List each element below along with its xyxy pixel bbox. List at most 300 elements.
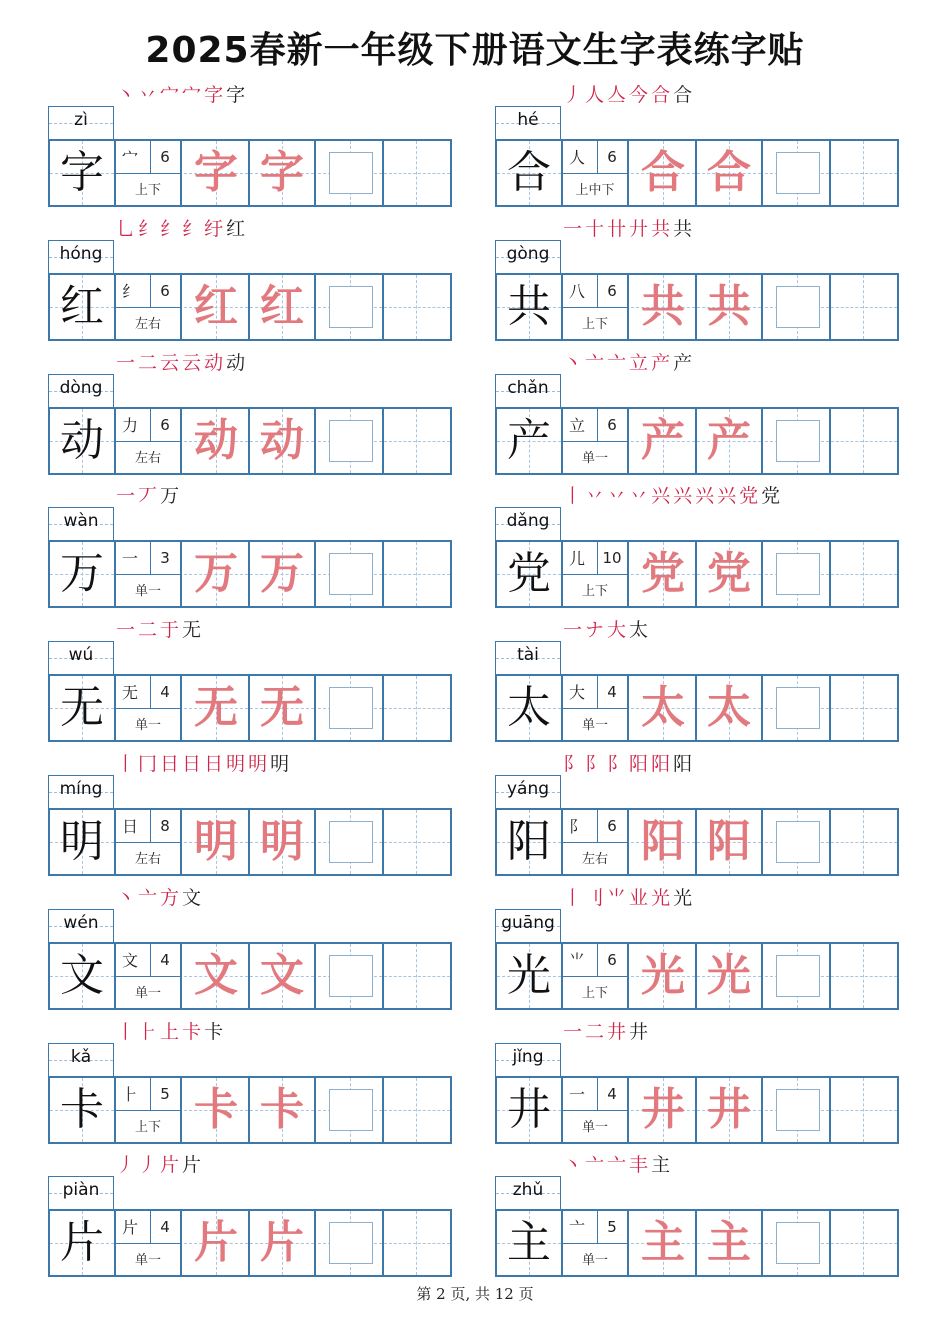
- pinyin-box: [495, 775, 561, 809]
- stroke-step: 亠: [585, 1154, 608, 1176]
- stroke-step: 宀: [182, 84, 205, 106]
- writing-cell[interactable]: [831, 141, 897, 205]
- stroke-step: 云: [160, 352, 183, 374]
- writing-cell[interactable]: [384, 676, 450, 740]
- trace-cell[interactable]: [184, 542, 250, 606]
- radical: 人: [569, 148, 586, 167]
- radical: 一: [122, 549, 139, 568]
- writing-square: [776, 420, 820, 462]
- practice-row: [495, 1209, 899, 1277]
- structure: 上下: [134, 1120, 161, 1135]
- stroke-order: [563, 1153, 673, 1177]
- trace-character: 主: [641, 1217, 685, 1268]
- character-info-cell: [116, 1078, 182, 1142]
- pinyin: zì: [74, 110, 88, 130]
- pinyin-box: [48, 641, 114, 675]
- stroke-step: 卡: [204, 1021, 227, 1043]
- practice-row: [495, 674, 899, 742]
- stroke-step: 冂: [138, 753, 161, 775]
- trace-character: 产: [641, 415, 685, 466]
- trace-cell[interactable]: [184, 944, 250, 1008]
- trace-cell[interactable]: [631, 409, 697, 473]
- stroke-count: 4: [607, 683, 617, 701]
- stroke-step: 共: [673, 218, 696, 240]
- stroke-step: 丆: [138, 485, 161, 507]
- structure: 单一: [581, 718, 608, 733]
- structure: 单一: [581, 1253, 608, 1268]
- character-info-cell: [563, 676, 629, 740]
- pinyin: wàn: [63, 511, 99, 531]
- stroke-order: [563, 886, 695, 910]
- model-character-cell: [497, 944, 563, 1008]
- stroke-step: 刂: [585, 887, 608, 909]
- stroke-step: ⻖: [563, 753, 586, 775]
- model-character: 产: [507, 415, 551, 466]
- writing-cell[interactable]: [765, 542, 831, 606]
- stroke-step: 丨: [116, 753, 139, 775]
- writing-cell[interactable]: [318, 944, 384, 1008]
- practice-row: [48, 808, 452, 876]
- stroke-step: ナ: [585, 619, 608, 641]
- model-character: 党: [507, 548, 551, 599]
- writing-square: [776, 1089, 820, 1131]
- character-entry: [495, 618, 899, 746]
- stroke-step: 丨: [563, 485, 586, 507]
- character-info-cell: [563, 409, 629, 473]
- trace-character: 阳: [707, 816, 751, 867]
- writing-cell[interactable]: [831, 409, 897, 473]
- trace-character: 红: [194, 281, 238, 332]
- stroke-step: 合: [673, 84, 696, 106]
- trace-character: 卡: [194, 1084, 238, 1135]
- practice-row: [495, 942, 899, 1010]
- stroke-step: 产: [673, 352, 696, 374]
- trace-cell[interactable]: [250, 542, 316, 606]
- writing-cell[interactable]: [831, 944, 897, 1008]
- stroke-step: 宀: [160, 84, 183, 106]
- stroke-count: 6: [160, 416, 170, 434]
- writing-square: [776, 553, 820, 595]
- stroke-count: 3: [160, 549, 170, 567]
- model-character-cell: [497, 141, 563, 205]
- character-entry: [48, 217, 452, 345]
- trace-cell[interactable]: [697, 542, 763, 606]
- trace-cell[interactable]: [250, 810, 316, 874]
- pinyin-box: [48, 1043, 114, 1077]
- writing-cell[interactable]: [765, 1078, 831, 1142]
- structure: 左右: [581, 852, 608, 867]
- writing-cell[interactable]: [765, 1211, 831, 1275]
- model-character-cell: [50, 810, 116, 874]
- practice-row: [495, 1076, 899, 1144]
- structure: 单一: [134, 718, 161, 733]
- character-entry: [48, 618, 452, 746]
- pinyin-box: [48, 106, 114, 140]
- radical: 力: [122, 416, 139, 435]
- pinyin: wú: [68, 645, 94, 665]
- writing-cell[interactable]: [765, 944, 831, 1008]
- stroke-step: 纟: [182, 218, 205, 240]
- stroke-count: 6: [607, 282, 617, 300]
- page-footer: 第 2 页, 共 12 页: [416, 1285, 534, 1303]
- writing-cell[interactable]: [318, 1078, 384, 1142]
- character-info-cell: [116, 810, 182, 874]
- trace-cell[interactable]: [184, 676, 250, 740]
- trace-cell[interactable]: [250, 275, 316, 339]
- pinyin: dòng: [59, 378, 103, 398]
- stroke-step: 阝: [607, 753, 630, 775]
- stroke-step: 二: [585, 1021, 608, 1043]
- radical: 片: [122, 1218, 139, 1237]
- trace-cell[interactable]: [697, 1078, 763, 1142]
- model-character: 太: [507, 682, 551, 733]
- writing-cell[interactable]: [318, 1211, 384, 1275]
- trace-cell[interactable]: [250, 1211, 316, 1275]
- pinyin-box: [48, 507, 114, 541]
- trace-character: 字: [194, 147, 238, 198]
- writing-cell[interactable]: [384, 944, 450, 1008]
- pinyin-box: [495, 106, 561, 140]
- model-character-cell: [497, 810, 563, 874]
- stroke-step: 明: [270, 753, 293, 775]
- stroke-step: 乚: [116, 218, 139, 240]
- stroke-step: 上: [160, 1021, 183, 1043]
- trace-cell[interactable]: [631, 944, 697, 1008]
- pinyin-box: [48, 1176, 114, 1210]
- stroke-order: [116, 484, 182, 508]
- stroke-step: 明: [226, 753, 249, 775]
- writing-cell[interactable]: [318, 676, 384, 740]
- pinyin-box: [48, 909, 114, 943]
- model-character-cell: [497, 275, 563, 339]
- model-character-cell: [497, 409, 563, 473]
- model-character: 共: [507, 281, 551, 332]
- stroke-step: 亼: [607, 84, 630, 106]
- stroke-step: 廾: [629, 218, 652, 240]
- model-character-cell: [50, 1078, 116, 1142]
- trace-cell[interactable]: [697, 810, 763, 874]
- stroke-count: 6: [160, 282, 170, 300]
- trace-cell[interactable]: [184, 1211, 250, 1275]
- trace-cell[interactable]: [697, 275, 763, 339]
- trace-character: 共: [641, 281, 685, 332]
- pinyin: piàn: [62, 1180, 100, 1200]
- stroke-step: 共: [651, 218, 674, 240]
- pinyin: míng: [59, 779, 103, 799]
- writing-cell[interactable]: [831, 810, 897, 874]
- stroke-step: 万: [160, 485, 183, 507]
- trace-cell[interactable]: [184, 409, 250, 473]
- structure: 上下: [581, 584, 608, 599]
- character-entry: [48, 351, 452, 479]
- radical: ⺌: [569, 951, 586, 970]
- practice-row: [48, 942, 452, 1010]
- writing-cell[interactable]: [765, 676, 831, 740]
- pinyin-box: [48, 240, 114, 274]
- stroke-step: 主: [651, 1154, 674, 1176]
- trace-character: 片: [260, 1217, 304, 1268]
- page-title: 2025春新一年级下册语文生字表练字贴: [145, 30, 805, 71]
- practice-row: [48, 540, 452, 608]
- writing-cell[interactable]: [384, 1211, 450, 1275]
- radical: 亠: [569, 1218, 586, 1237]
- writing-cell[interactable]: [318, 409, 384, 473]
- stroke-step: 日: [160, 753, 183, 775]
- stroke-step: 丿: [116, 1154, 139, 1176]
- stroke-step: 无: [182, 619, 205, 641]
- writing-cell[interactable]: [384, 810, 450, 874]
- stroke-step: 光: [673, 887, 696, 909]
- pinyin-box: [495, 374, 561, 408]
- trace-character: 动: [194, 415, 238, 466]
- writing-square: [776, 821, 820, 863]
- writing-square: [776, 1222, 820, 1264]
- pinyin: chǎn: [507, 378, 549, 398]
- trace-character: 光: [641, 950, 685, 1001]
- stroke-step: 兴: [651, 485, 674, 507]
- writing-square: [329, 286, 373, 328]
- stroke-step: 日: [182, 753, 205, 775]
- model-character: 片: [60, 1217, 104, 1268]
- writing-cell[interactable]: [384, 409, 450, 473]
- trace-character: 井: [707, 1084, 751, 1135]
- writing-cell[interactable]: [318, 542, 384, 606]
- trace-cell[interactable]: [250, 409, 316, 473]
- character-entry: [495, 217, 899, 345]
- structure: 左右: [134, 451, 161, 466]
- pinyin-box: [48, 374, 114, 408]
- character-entry: [495, 886, 899, 1014]
- model-character: 光: [507, 950, 551, 1001]
- character-info-cell: [116, 944, 182, 1008]
- character-info-cell: [563, 944, 629, 1008]
- model-character: 动: [60, 415, 104, 466]
- writing-cell[interactable]: [765, 409, 831, 473]
- radical: 文: [122, 951, 139, 970]
- trace-cell[interactable]: [697, 944, 763, 1008]
- trace-character: 文: [260, 950, 304, 1001]
- radical: 无: [122, 683, 139, 702]
- character-entry: [495, 1153, 899, 1281]
- stroke-count: 6: [607, 817, 617, 835]
- character-entry: [48, 484, 452, 612]
- pinyin-box: [495, 641, 561, 675]
- trace-character: 主: [707, 1217, 751, 1268]
- pinyin-box: [495, 909, 561, 943]
- stroke-count: 6: [607, 951, 617, 969]
- character-info-cell: [563, 542, 629, 606]
- stroke-step: 人: [585, 84, 608, 106]
- trace-cell[interactable]: [184, 810, 250, 874]
- writing-square: [329, 553, 373, 595]
- writing-cell[interactable]: [318, 810, 384, 874]
- character-entry: [48, 752, 452, 880]
- stroke-step: 光: [651, 887, 674, 909]
- pinyin: kǎ: [70, 1047, 92, 1067]
- writing-cell[interactable]: [384, 1078, 450, 1142]
- character-entry: [48, 1153, 452, 1281]
- character-entry: [48, 83, 452, 211]
- trace-character: 片: [194, 1217, 238, 1268]
- structure: 单一: [134, 584, 161, 599]
- pinyin: hé: [517, 110, 539, 130]
- trace-character: 太: [641, 682, 685, 733]
- writing-cell[interactable]: [831, 1078, 897, 1142]
- character-info-cell: [116, 141, 182, 205]
- stroke-count: 4: [607, 1085, 617, 1103]
- character-info-cell: [116, 542, 182, 606]
- stroke-step: 一: [563, 619, 586, 641]
- structure: 上下: [581, 317, 608, 332]
- stroke-order: [116, 83, 248, 107]
- practice-row: [495, 273, 899, 341]
- model-character-cell: [50, 676, 116, 740]
- trace-character: 无: [260, 682, 304, 733]
- practice-row: [495, 407, 899, 475]
- pinyin: wén: [63, 913, 99, 933]
- stroke-step: 一: [563, 218, 586, 240]
- writing-cell[interactable]: [318, 141, 384, 205]
- trace-character: 万: [260, 548, 304, 599]
- trace-cell[interactable]: [184, 141, 250, 205]
- stroke-step: 丷: [607, 485, 630, 507]
- structure: 单一: [581, 1120, 608, 1135]
- model-character-cell: [497, 1078, 563, 1142]
- stroke-step: 丷: [138, 84, 161, 106]
- trace-cell[interactable]: [631, 1078, 697, 1142]
- trace-character: 万: [194, 548, 238, 599]
- model-character: 合: [507, 147, 551, 198]
- stroke-step: 阝: [585, 753, 608, 775]
- writing-cell[interactable]: [831, 1211, 897, 1275]
- writing-cell[interactable]: [831, 542, 897, 606]
- trace-cell[interactable]: [631, 542, 697, 606]
- structure: 单一: [134, 1253, 161, 1268]
- stroke-order: [563, 217, 695, 241]
- radical: 儿: [569, 549, 586, 568]
- stroke-step: 丰: [629, 1154, 652, 1176]
- stroke-step: 文: [182, 887, 205, 909]
- stroke-step: 阳: [629, 753, 652, 775]
- model-character-cell: [50, 542, 116, 606]
- stroke-step: 云: [182, 352, 205, 374]
- writing-cell[interactable]: [765, 141, 831, 205]
- radical: 大: [569, 683, 586, 702]
- stroke-count: 4: [160, 683, 170, 701]
- practice-row: [48, 139, 452, 207]
- stroke-step: 产: [651, 352, 674, 374]
- writing-square: [329, 821, 373, 863]
- stroke-step: 井: [607, 1021, 630, 1043]
- stroke-count: 8: [160, 817, 170, 835]
- writing-cell[interactable]: [831, 275, 897, 339]
- trace-character: 明: [194, 816, 238, 867]
- trace-cell[interactable]: [631, 275, 697, 339]
- structure: 上中下: [575, 183, 615, 198]
- stroke-step: 字: [204, 84, 227, 106]
- writing-square: [329, 152, 373, 194]
- practice-row: [48, 1209, 452, 1277]
- trace-character: 文: [194, 950, 238, 1001]
- stroke-step: 阳: [673, 753, 696, 775]
- stroke-step: 卄: [607, 218, 630, 240]
- stroke-step: 丷: [629, 485, 652, 507]
- trace-character: 无: [194, 682, 238, 733]
- pinyin: jǐng: [512, 1047, 544, 1067]
- trace-cell[interactable]: [250, 1078, 316, 1142]
- stroke-step: 党: [739, 485, 762, 507]
- trace-character: 动: [260, 415, 304, 466]
- writing-cell[interactable]: [831, 676, 897, 740]
- trace-cell[interactable]: [184, 1078, 250, 1142]
- trace-character: 合: [641, 147, 685, 198]
- writing-square: [329, 1222, 373, 1264]
- writing-cell[interactable]: [384, 275, 450, 339]
- trace-cell[interactable]: [250, 141, 316, 205]
- character-info-cell: [563, 1078, 629, 1142]
- stroke-step: 井: [629, 1021, 652, 1043]
- trace-cell[interactable]: [631, 1211, 697, 1275]
- stroke-step: 丶: [116, 887, 139, 909]
- writing-square: [329, 420, 373, 462]
- stroke-step: 兴: [695, 485, 718, 507]
- model-character-cell: [50, 944, 116, 1008]
- radical: 立: [569, 416, 586, 435]
- stroke-order: [116, 351, 248, 375]
- character-entry: [495, 83, 899, 211]
- trace-cell[interactable]: [631, 810, 697, 874]
- character-info-cell: [116, 676, 182, 740]
- stroke-step: 日: [204, 753, 227, 775]
- model-character: 井: [507, 1084, 551, 1135]
- stroke-count: 6: [160, 148, 170, 166]
- character-info-cell: [563, 275, 629, 339]
- writing-cell[interactable]: [384, 141, 450, 205]
- stroke-step: 丶: [116, 84, 139, 106]
- trace-cell[interactable]: [184, 275, 250, 339]
- stroke-order: [563, 484, 783, 508]
- writing-cell[interactable]: [765, 810, 831, 874]
- trace-cell[interactable]: [697, 409, 763, 473]
- writing-square: [776, 286, 820, 328]
- trace-character: 太: [707, 682, 751, 733]
- trace-cell[interactable]: [697, 1211, 763, 1275]
- writing-cell[interactable]: [318, 275, 384, 339]
- pinyin: tài: [517, 645, 539, 665]
- trace-character: 党: [641, 548, 685, 599]
- stroke-step: 丨: [116, 1021, 139, 1043]
- radical: 阝: [569, 817, 586, 836]
- trace-cell[interactable]: [697, 676, 763, 740]
- stroke-order: [116, 618, 204, 642]
- stroke-step: 亠: [607, 352, 630, 374]
- trace-cell[interactable]: [697, 141, 763, 205]
- model-character-cell: [50, 275, 116, 339]
- structure: 单一: [581, 451, 608, 466]
- trace-cell[interactable]: [250, 676, 316, 740]
- writing-cell[interactable]: [765, 275, 831, 339]
- radical: 八: [569, 282, 586, 301]
- writing-cell[interactable]: [384, 542, 450, 606]
- stroke-step: 立: [629, 352, 652, 374]
- trace-cell[interactable]: [631, 676, 697, 740]
- character-entry: [48, 886, 452, 1014]
- stroke-step: 纟: [138, 218, 161, 240]
- stroke-count: 4: [160, 951, 170, 969]
- trace-cell[interactable]: [631, 141, 697, 205]
- stroke-order: [116, 217, 248, 241]
- trace-cell[interactable]: [250, 944, 316, 1008]
